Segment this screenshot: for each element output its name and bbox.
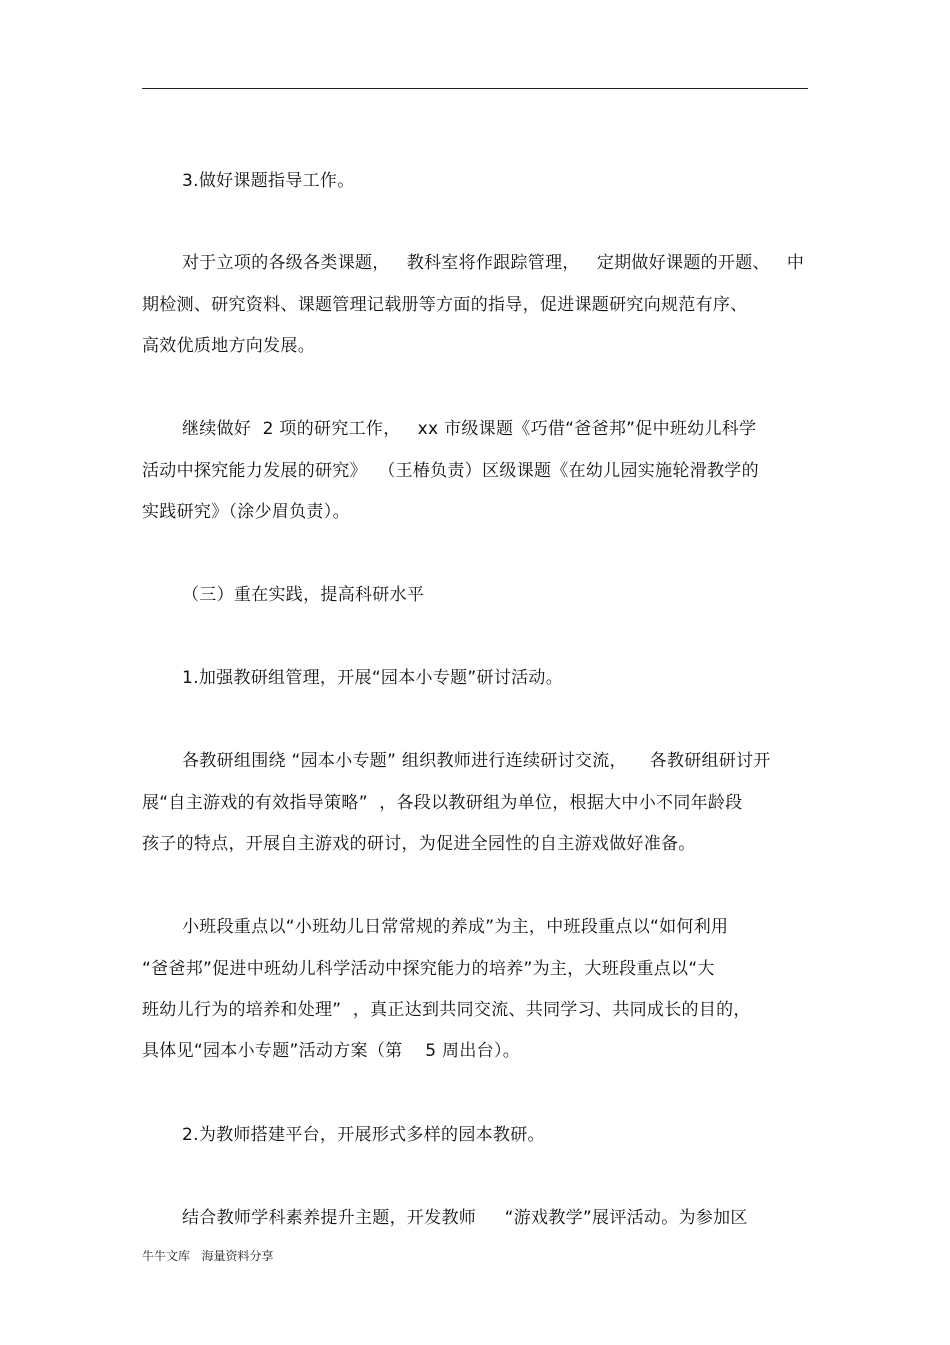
section-heading: （三）重在实践，提高科研水平 xyxy=(182,585,425,605)
paragraph-line: 高效优质地方向发展。 xyxy=(142,336,315,356)
paragraph-line: 结合教师学科素养提升主题，开发教师 “游戏教学”展评活动。为参加区 xyxy=(182,1208,748,1228)
section-heading: 1.加强教研组管理，开展“园本小专题”研讨活动。 xyxy=(182,668,564,688)
paragraph-line: 展“自主游戏的有效指导策略” ，各段以教研组为单位，根据大中小不同年龄段 xyxy=(142,793,743,813)
paragraph-line: 对于立项的各级各类课题， 教科室将作跟踪管理， 定期做好课题的开题、 中 xyxy=(182,253,805,273)
paragraph-line: 班幼儿行为的培养和处理” ，真正达到共同交流、共同学习、共同成长的目的， xyxy=(142,1000,751,1020)
section-heading: 3.做好课题指导工作。 xyxy=(182,171,355,191)
page-footer: 牛牛文库 海量资料分享 xyxy=(142,1249,274,1263)
paragraph-line: 继续做好 2 项的研究工作， xx 市级课题《巧借“爸爸邦”促中班幼儿科学 xyxy=(182,419,757,439)
paragraph-line: 期检测、研究资料、课题管理记载册等方面的指导，促进课题研究向规范有序、 xyxy=(142,295,748,315)
header-rule xyxy=(142,88,808,89)
paragraph-line: 活动中探究能力发展的研究》 （王椿负责）区级课题《在幼儿园实施轮滑教学的 xyxy=(142,461,759,481)
paragraph-line: 小班段重点以“小班幼儿日常常规的养成”为主，中班段重点以“如何利用 xyxy=(182,917,729,937)
section-heading: 2.为教师搭建平台，开展形式多样的园本教研。 xyxy=(182,1125,545,1145)
paragraph-line: 各教研组围绕 “园本小专题” 组织教师进行连续研讨交流， 各教研组研讨开 xyxy=(182,751,771,771)
paragraph-line: 实践研究》（涂少眉负责）。 xyxy=(142,502,350,522)
paragraph-line: “爸爸邦”促进中班幼儿科学活动中探究能力的培养”为主，大班段重点以“大 xyxy=(142,959,715,979)
paragraph-line: 具体见“园本小专题”活动方案（第 5 周出台）。 xyxy=(142,1041,521,1061)
paragraph-line: 孩子的特点，开展自主游戏的研讨，为促进全园性的自主游戏做好准备。 xyxy=(142,834,696,854)
